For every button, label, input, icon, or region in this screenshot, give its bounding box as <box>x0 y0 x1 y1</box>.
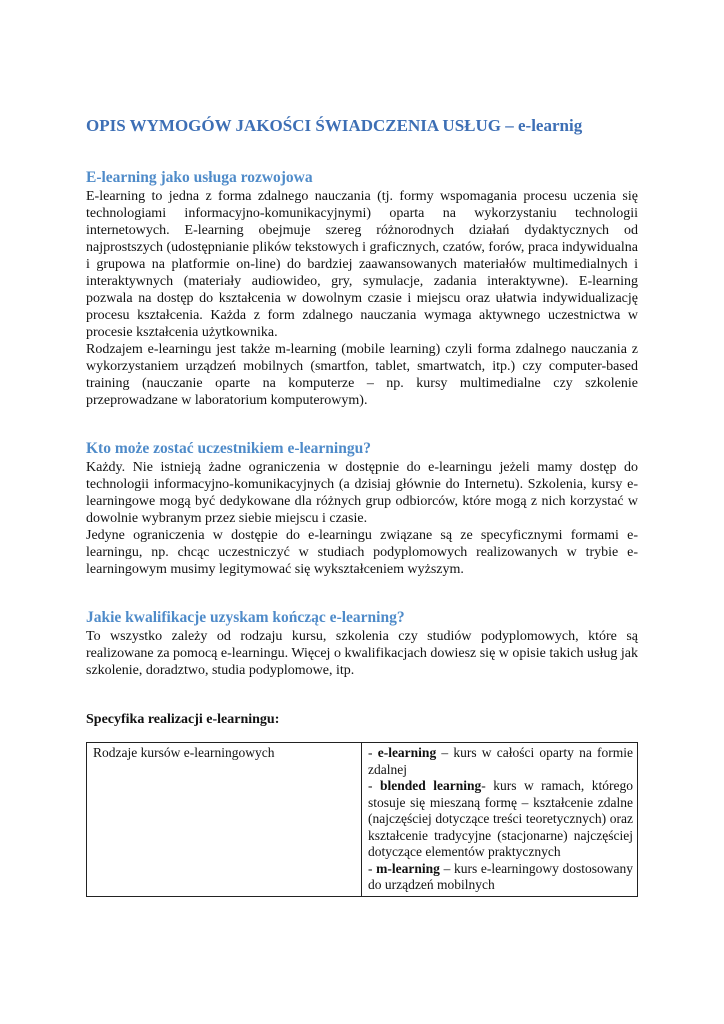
section-paragraph: To wszystko zależy od rodzaju kursu, szkolenia czy studiów podyplomowych, które są realizowane za pomocą e-learningu. Więcej o kwalifikacjach dowiesz się w opisie takich usług jak szkolenie, doradztwo, studia podyplomowe, itp. <box>86 629 638 678</box>
section-paragraph: Każdy. Nie istnieją żadne ograniczenia w dostępnie do e-learningu jeżeli mamy dostęp do technologii informacyjno-komunikacyjnych (a dzisiaj głównie do Internetu). Szkolenia, kursy e-learningowe mogą być dedykowane dla różnych grup odbiorców, które mogą z nich korzystać w dowolnie wybranym przez siebie miejscu i czasie. <box>86 460 638 526</box>
section-paragraph: Jedyne ograniczenia w dostępie do e-learningu związane są ze specyficznymi formami e-learningu, np. chcąc uczestniczyć w studiach podyplomowych realizowanych w trybie e-learningowym musimy legitymować się wykształceniem wyższym. <box>86 528 638 577</box>
item-term: m-learning <box>376 860 440 876</box>
table-row <box>87 743 638 897</box>
document-title: OPIS WYMOGÓW JAKOŚCI ŚWIADCZENIA USŁUG – e-learnig <box>86 116 583 135</box>
item-description: – kurs w całości oparty na formie zdalnej <box>368 745 634 777</box>
item-description: - kurs w ramach, którego stosuje się mieszaną formę – kształcenie zdalne (najczęściej dotyczące treści teoretycznych) oraz kształcenie tradycyjne (stacjonarne) najczęściej dotyczące elementów praktycznych <box>368 778 633 859</box>
section-paragraph: E-learning to jedna z forma zdalnego nauczania (tj. formy wspomagania procesu uczenia się technologiami informacyjno-komunikacyjnymi) oparta na wykorzystaniu technologii internetowych. E-learning obejmuje szereg różnorodnych działań dydaktycznych od najprostszych (udostępnianie plików tekstowych i graficznych, czatów, forów, praca indywidualna i grupowa na platformie on-line) do bardziej zaawansowanych materiałów multimedialnych i interaktywnych (materiały audiowideo, gry, symulacje, zadania interaktywne). E-learning pozwala na dostęp do kształcenia w dowolnym czasie i miejscu oraz ułatwia indywidualizację procesu kształcenia. Każda z form zdalnego nauczania wymaga aktywnego uczestnictwa w procesie kształcenia użytkownika. <box>86 189 638 340</box>
item-description: – kurs e-learningowy dostosowany do urządzeń mobilnych <box>368 860 633 892</box>
course-type-item <box>368 745 633 778</box>
item-prefix: - <box>368 745 378 760</box>
document-content <box>86 115 638 897</box>
table-row-content <box>362 743 638 897</box>
section-paragraph: Rodzajem e-learningu jest także m-learning (mobile learning) czyli forma zdalnego nauczania z wykorzystaniem urządzeń mobilnych (smartfon, tablet, smartwatch, itp.) czy computer-based training (nauczanie oparte na komputerze – np. kursy multimedialne czy szkolenie przeprowadzane w laboratorium komputerowym). <box>86 342 638 408</box>
table-row-label: Rodzaje kursów e-learningowych <box>87 743 362 897</box>
item-prefix: - <box>368 860 377 876</box>
item-term: e-learning <box>377 745 437 760</box>
specifics-table <box>86 742 638 897</box>
section-heading-qualifications: Jakie kwalifikacje uzyskam kończąc e-learning? <box>86 609 405 626</box>
course-type-item <box>368 778 633 861</box>
item-prefix: - <box>368 778 380 793</box>
course-type-item <box>368 861 633 894</box>
section-heading-elearning-service: E-learning jako usługa rozwojowa <box>86 169 313 186</box>
specifics-heading: Specyfika realizacji e-learningu: <box>86 712 280 727</box>
section-heading-who-can-participate: Kto może zostać uczestnikiem e-learningu? <box>86 440 371 457</box>
item-term: blended learning <box>379 778 482 793</box>
